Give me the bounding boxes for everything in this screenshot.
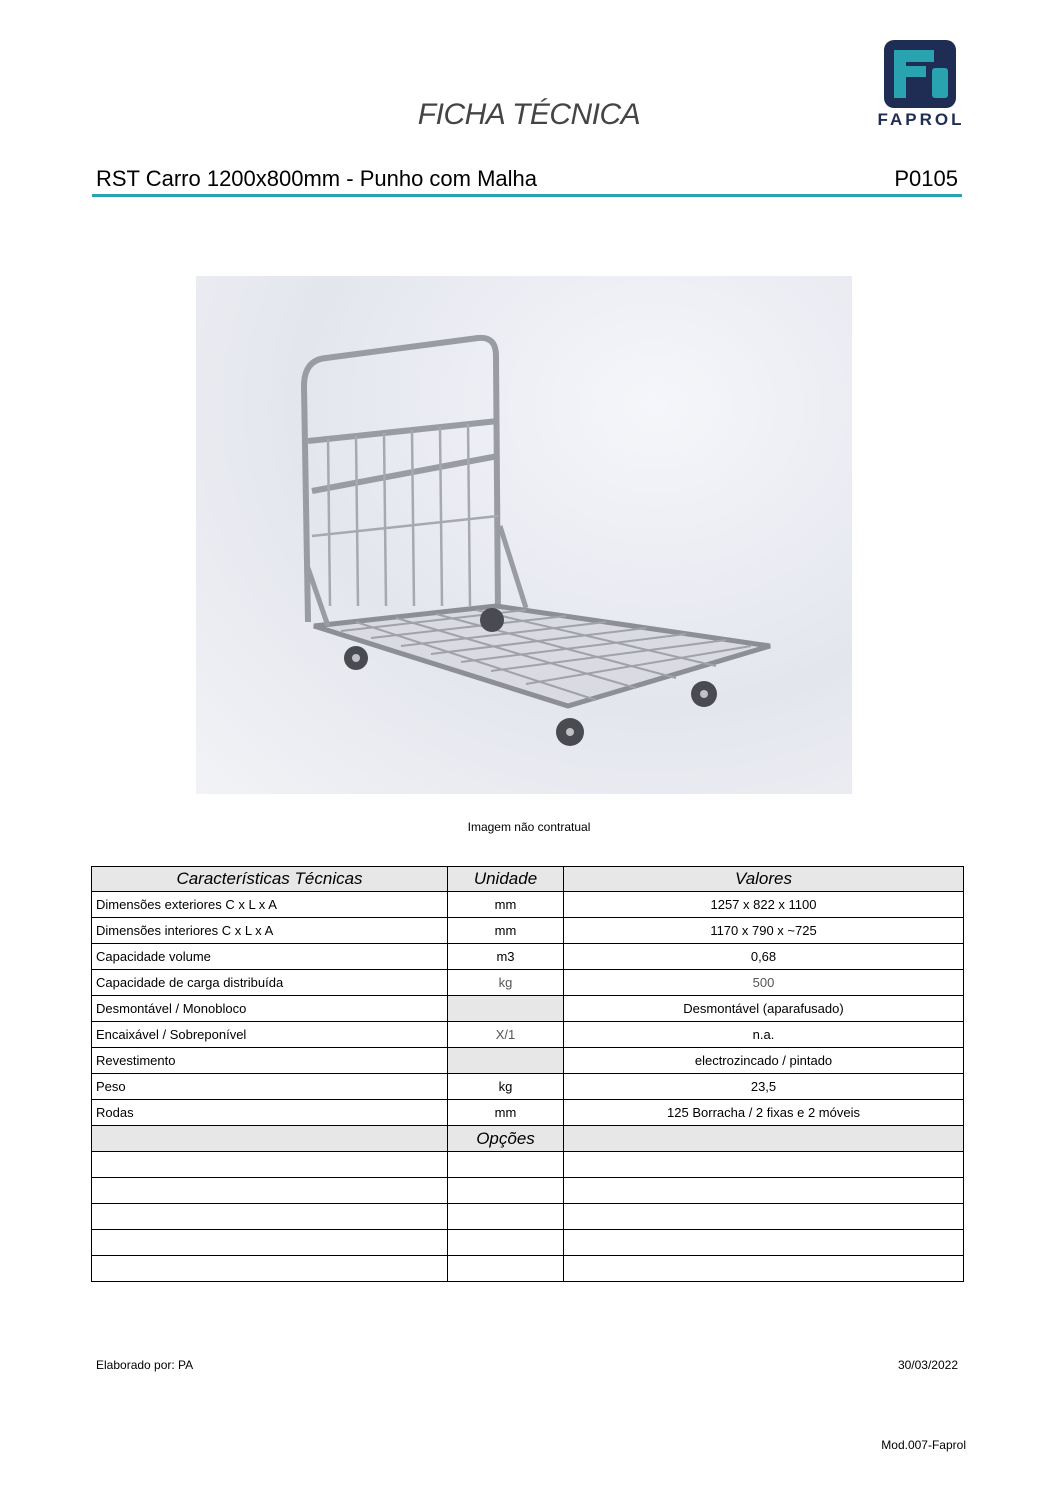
row-unit: kg bbox=[448, 970, 564, 996]
row-value: 125 Borracha / 2 fixas e 2 móveis bbox=[564, 1100, 964, 1126]
header-unit: Unidade bbox=[448, 867, 564, 892]
table-header-row bbox=[92, 867, 964, 892]
options-empty-cell bbox=[564, 1126, 964, 1152]
row-label: Capacidade volume bbox=[92, 944, 448, 970]
table-row bbox=[92, 892, 964, 918]
logo-icon bbox=[872, 38, 970, 112]
row-label: Desmontável / Monobloco bbox=[92, 996, 448, 1022]
faprol-logo bbox=[872, 38, 970, 130]
logo-wordmark: FAPROL bbox=[877, 110, 965, 129]
table-row bbox=[92, 918, 964, 944]
table-row bbox=[92, 1074, 964, 1100]
table-row bbox=[92, 1022, 964, 1048]
row-label: Dimensões exteriores C x L x A bbox=[92, 892, 448, 918]
row-value: 500 bbox=[564, 970, 964, 996]
row-unit: m3 bbox=[448, 944, 564, 970]
row-label: Dimensões interiores C x L x A bbox=[92, 918, 448, 944]
row-unit bbox=[448, 1048, 564, 1074]
product-name: RST Carro 1200x800mm - Punho com Malha bbox=[96, 166, 538, 191]
page-title: FICHA TÉCNICA bbox=[417, 98, 641, 131]
options-label: Opções bbox=[448, 1126, 564, 1152]
row-unit: mm bbox=[448, 892, 564, 918]
table-row bbox=[92, 1048, 964, 1074]
empty-option-row bbox=[92, 1256, 964, 1282]
model-reference: Mod.007-Faprol bbox=[881, 1438, 966, 1452]
row-unit: kg bbox=[448, 1074, 564, 1100]
row-value: 0,68 bbox=[564, 944, 964, 970]
row-value: n.a. bbox=[564, 1022, 964, 1048]
row-unit: mm bbox=[448, 918, 564, 944]
header-divider bbox=[92, 194, 962, 197]
table-row bbox=[92, 970, 964, 996]
document-date: 30/03/2022 bbox=[897, 1358, 958, 1372]
options-empty-cell bbox=[92, 1126, 448, 1152]
header-values: Valores bbox=[564, 867, 964, 892]
table-row bbox=[92, 996, 964, 1022]
row-value: electrozincado / pintado bbox=[564, 1048, 964, 1074]
empty-option-row bbox=[92, 1152, 964, 1178]
empty-option-row bbox=[92, 1178, 964, 1204]
image-caption: Imagem não contratual bbox=[467, 820, 591, 834]
empty-option-row bbox=[92, 1204, 964, 1230]
row-value: 23,5 bbox=[564, 1074, 964, 1100]
prepared-by: Elaborado por: PA bbox=[96, 1358, 194, 1372]
specs-table bbox=[91, 866, 964, 1282]
options-header-row bbox=[92, 1126, 964, 1152]
row-unit: X/1 bbox=[448, 1022, 564, 1048]
row-value: Desmontável (aparafusado) bbox=[564, 996, 964, 1022]
product-code: P0105 bbox=[894, 166, 958, 191]
row-value: 1257 x 822 x 1100 bbox=[564, 892, 964, 918]
row-value: 1170 x 790 x ~725 bbox=[564, 918, 964, 944]
row-unit: mm bbox=[448, 1100, 564, 1126]
table-row bbox=[92, 1100, 964, 1126]
row-label: Revestimento bbox=[92, 1048, 448, 1074]
header-characteristics: Características Técnicas bbox=[92, 867, 448, 892]
row-unit bbox=[448, 996, 564, 1022]
product-image bbox=[196, 276, 852, 794]
row-label: Peso bbox=[92, 1074, 448, 1100]
row-label: Capacidade de carga distribuída bbox=[92, 970, 448, 996]
cart-illustration bbox=[196, 276, 852, 794]
empty-option-row bbox=[92, 1230, 964, 1256]
row-label: Rodas bbox=[92, 1100, 448, 1126]
table-row bbox=[92, 944, 964, 970]
row-label: Encaixável / Sobreponível bbox=[92, 1022, 448, 1048]
